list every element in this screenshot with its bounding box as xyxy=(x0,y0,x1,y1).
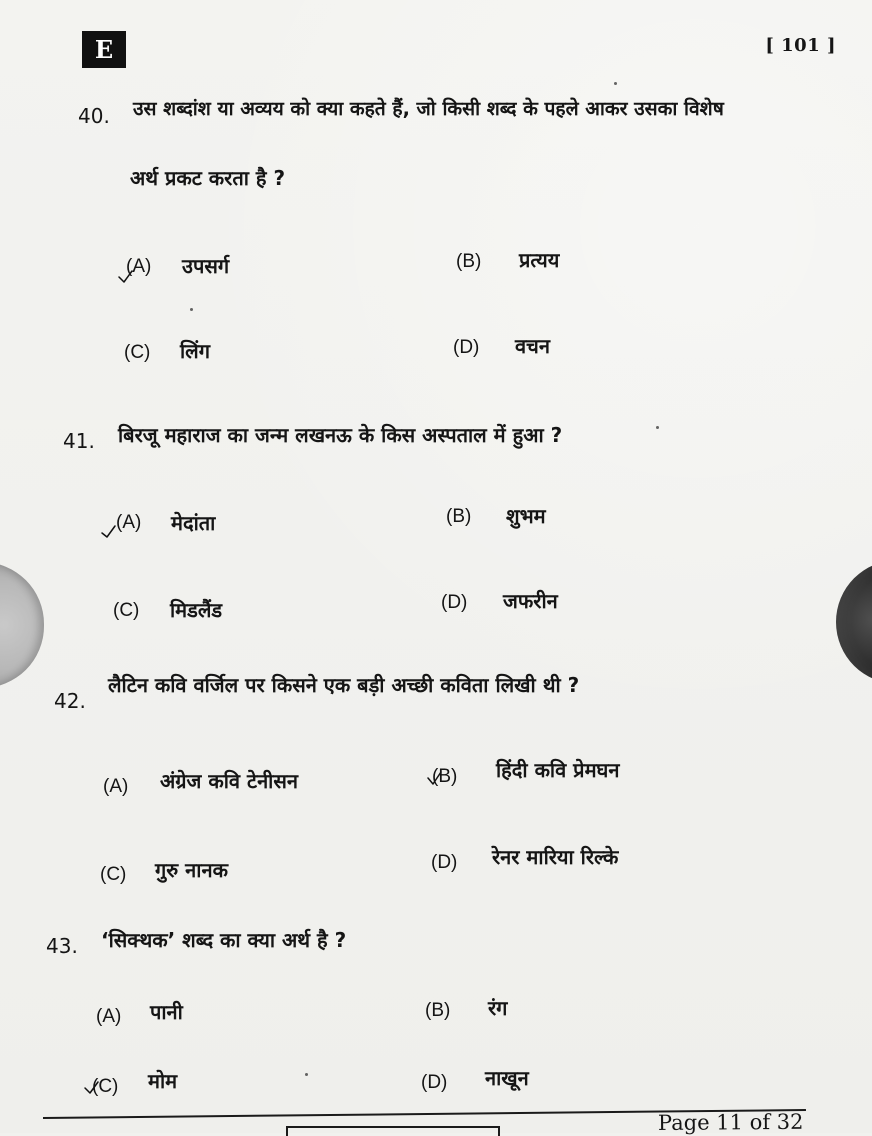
option-text: मेदांता xyxy=(171,511,216,535)
question-text-line-1: ‘सिक्थक’ शब्द का क्या अर्थ है ? xyxy=(101,928,347,952)
option-text: रंग xyxy=(488,996,508,1020)
option-label: (D) xyxy=(421,1072,448,1093)
question-text-line-2: अर्थ प्रकट करता है ? xyxy=(130,166,286,190)
option-text: पानी xyxy=(150,1000,183,1024)
option-text: अंग्रेज कवि टेनीसन xyxy=(160,769,298,793)
page-counter: Page 11 of 32 xyxy=(657,1109,804,1135)
left-shadow xyxy=(0,562,44,688)
option-text: उपसर्ग xyxy=(182,254,230,278)
question-number: 40. xyxy=(78,104,110,128)
option-text: नाखून xyxy=(485,1066,529,1090)
option-label: (A) xyxy=(126,256,152,277)
question-text-line-1: लैटिन कवि वर्जिल पर किसने एक बड़ी अच्छी कविता लिखी थी ? xyxy=(108,673,580,697)
page-code: [ 101 ] xyxy=(765,35,836,56)
option-text: रेनर मारिया रिल्के xyxy=(492,845,619,869)
option-label: (D) xyxy=(453,337,480,358)
scan-dot xyxy=(190,308,193,311)
option-text: प्रत्यय xyxy=(519,248,560,272)
option-label: (A) xyxy=(96,1006,122,1027)
question-number: 43. xyxy=(46,934,78,958)
option-label: (A) xyxy=(103,776,129,797)
option-label: (D) xyxy=(441,592,468,613)
question-text-line-1: बिरजू महाराज का जन्म लखनऊ के किस अस्पताल में हुआ ? xyxy=(118,423,563,447)
option-text: जफरीन xyxy=(503,589,558,613)
question-number: 42. xyxy=(54,689,86,713)
option-text: शुभम xyxy=(506,504,546,528)
option-text: मिडलैंड xyxy=(170,598,223,622)
option-label: (B) xyxy=(425,1000,451,1021)
scan-dot xyxy=(656,426,659,429)
question-text-line-1: उस शब्दांश या अव्यय को क्या कहते हैं, जो किसी शब्द के पहले आकर उसका विशेष xyxy=(133,97,724,120)
option-text: हिंदी कवि प्रेमघन xyxy=(496,758,620,782)
scan-dot xyxy=(614,82,617,85)
option-text: वचन xyxy=(515,334,550,358)
option-text: लिंग xyxy=(180,339,210,363)
option-text: गुरु नानक xyxy=(155,858,228,882)
option-label: (D) xyxy=(431,852,458,873)
option-text: मोम xyxy=(148,1069,178,1093)
option-label: (B) xyxy=(456,251,482,272)
option-label: (B) xyxy=(446,506,472,527)
option-label: (C) xyxy=(92,1076,119,1097)
option-label: (C) xyxy=(100,864,127,885)
option-label: (C) xyxy=(124,342,151,363)
option-label: (A) xyxy=(116,512,142,533)
option-label: (C) xyxy=(113,600,140,621)
scan-dot xyxy=(305,1073,308,1076)
footer-box xyxy=(286,1126,500,1136)
option-label: (B) xyxy=(432,766,458,787)
right-shadow xyxy=(836,560,872,684)
booklet-code: E xyxy=(82,31,126,68)
question-number: 41. xyxy=(63,429,95,453)
